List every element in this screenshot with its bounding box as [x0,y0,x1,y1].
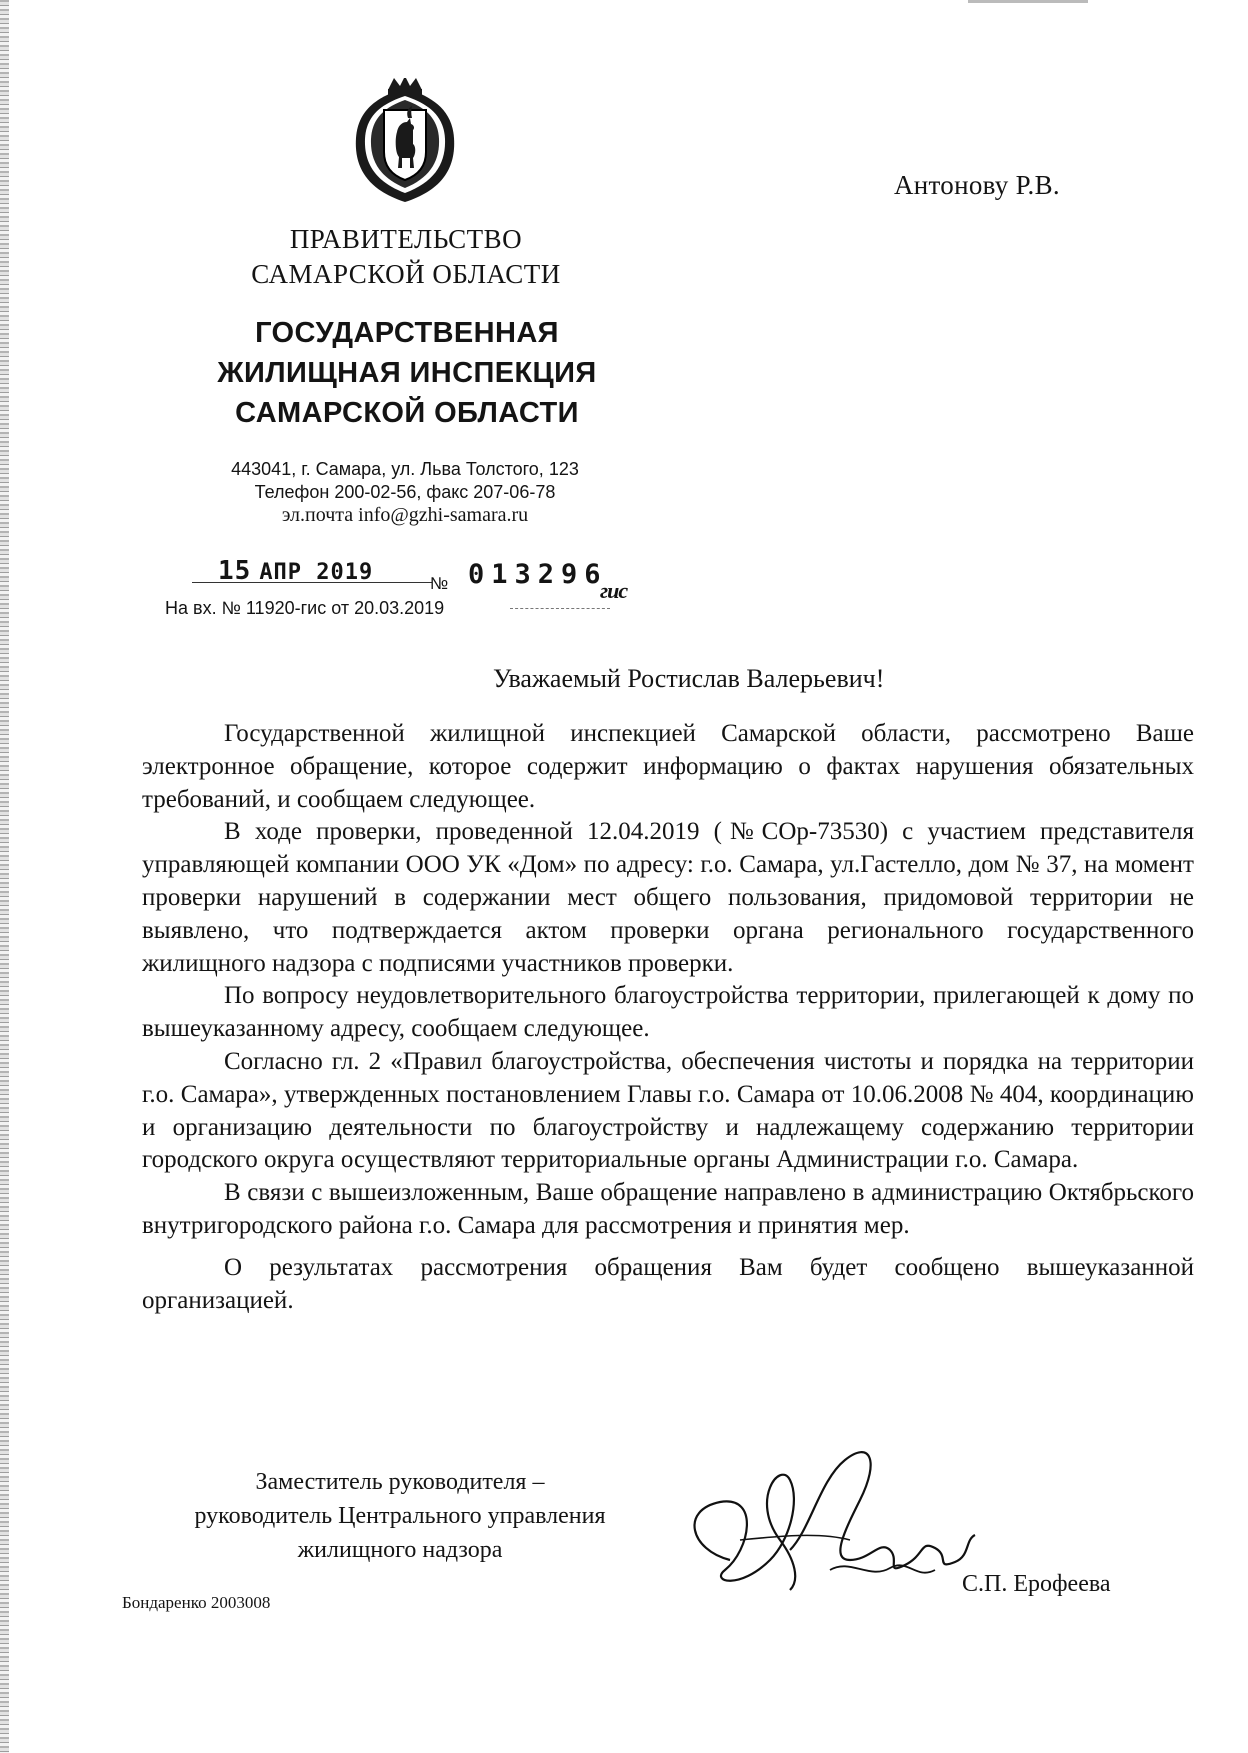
signatory-title-line3: жилищного надзора [297,1537,503,1563]
samara-coat-of-arms-icon [350,78,460,206]
number-underline [510,608,610,609]
registration-day: 15 [218,556,252,586]
inspection-line2: ЖИЛИЩНАЯ ИНСПЕКЦИЯ [217,357,597,389]
email-address: эл.почта info@gzhi-samara.ru [281,504,529,526]
letter-body [142,718,1194,1317]
paragraph: По вопросу неудовлетворительного благоустройства территории, прилегающей к дому по вышеуказанному адресу, сообщаем следующее. [142,982,1194,1043]
paragraph: В связи с вышеизложенным, Ваше обращение направлено в администрацию Октябрьского внутригородского района г.о. Самара для рассмотрения и принятия мер. [142,1179,1194,1239]
greeting: Уважаемый Ростислав Валерьевич! [493,664,885,693]
inspection-name [180,313,634,433]
paragraph: О результатах рассмотрения обращения Вам будет сообщено вышеуказанной организацией. [142,1253,1194,1314]
registration-number: 013296 [468,559,608,590]
handwritten-signature-icon [680,1440,980,1610]
signatory-title [145,1465,655,1567]
registration-suffix: гис [600,578,628,603]
incoming-reference: На вх. № 11920-гис от 20.03.2019 [165,598,445,618]
registration-month-year: АПР 2019 [259,560,374,585]
signatory-title-line1: Заместитель руководителя – [255,1469,545,1495]
signatory-title-line2: руководитель Центрального управления [194,1503,606,1529]
paragraph: Государственной жилищной инспекцией Самарской области, рассмотрено Ваше электронное обращение, которое содержит информацию о фактах нарушения обязательных требований, и сообщаем следующее. [142,720,1194,813]
registration-date-stamp [218,556,373,586]
postal-address: 443041, г. Самара, ул. Льва Толстого, 123 [231,459,579,479]
number-label: № [430,574,449,593]
addressee: Антонову Р.В. [894,170,1060,200]
signer-name: С.П. Ерофеева [962,1571,1111,1597]
government-line2: САМАРСКОЙ ОБЛАСТИ [251,259,561,289]
contact-block [175,458,635,527]
government-line1: ПРАВИТЕЛЬСТВО [289,224,523,254]
inspection-line3: САМАРСКОЙ ОБЛАСТИ [235,397,579,429]
paragraph: Согласно гл. 2 «Правил благоустройства, обеспечения чистоты и порядка на территории г.о. Самара», утвержденных постановлением Главы г.о. Самара от 10.06.2008 № 404, координацию и организацию деятельности по благоустройству и надлежащему содержанию территории городского округа осуществляют территориальные органы Администрации г.о. Самара. [142,1047,1194,1174]
scan-top-mark [968,0,1088,3]
inspection-line1: ГОСУДАРСТВЕННАЯ [255,317,559,349]
scan-edge-artifact [0,0,9,1753]
phone-fax: Телефон 200-02-56, факс 207-06-78 [254,482,556,502]
government-name [200,222,612,292]
paragraph: В ходе проверки, проведенной 12.04.2019 (№СОр-73530) с участием представителя управляющей компании ООО УК «Дом» по адресу: г.о. Самара, ул.Гастелло, дом № 37, на момент проверки нарушений в содержании мест общего пользования, придомовой территории не выявлено, что подтверждается актом проверки органа регионального государственного жилищного надзора с подписями участников проверки. [142,818,1194,977]
executor-note: Бондаренко 2003008 [122,1593,271,1612]
